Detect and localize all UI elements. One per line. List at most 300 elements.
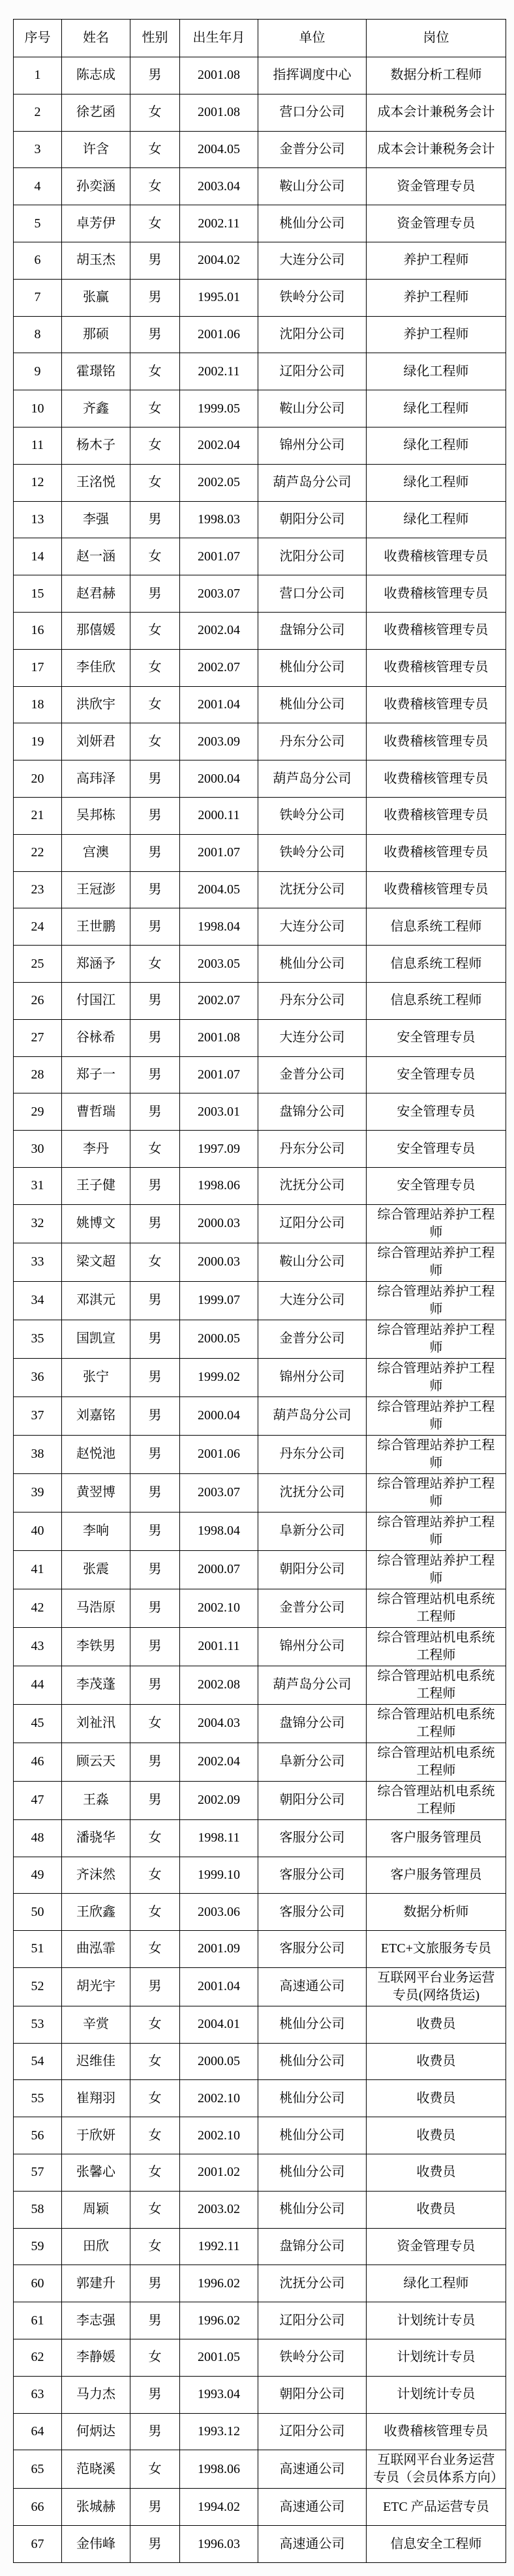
cell-gender: 男 [130, 316, 180, 353]
cell-birth: 1993.04 [180, 2376, 258, 2413]
table-row [14, 2339, 506, 2377]
table-header [14, 20, 506, 57]
cell-gender: 男 [130, 1781, 180, 1819]
cell-serial: 27 [14, 1019, 62, 1056]
cell-serial: 46 [14, 1743, 62, 1781]
cell-unit: 桃仙分公司 [258, 649, 367, 686]
cell-position: 信息系统工程师 [367, 908, 506, 946]
cell-birth: 2000.05 [180, 1320, 258, 1358]
cell-serial: 45 [14, 1704, 62, 1743]
cell-serial: 35 [14, 1320, 62, 1358]
cell-birth: 1999.07 [180, 1281, 258, 1320]
cell-unit: 客服分公司 [258, 1857, 367, 1894]
cell-name: 王世鹏 [62, 908, 130, 946]
cell-gender: 男 [130, 1320, 180, 1358]
cell-gender: 女 [130, 1931, 180, 1968]
cell-birth: 1999.05 [180, 390, 258, 427]
cell-gender: 女 [130, 464, 180, 501]
cell-unit: 沈阳分公司 [258, 538, 367, 575]
table-row [14, 464, 506, 501]
table-row [14, 723, 506, 760]
table-row [14, 908, 506, 946]
cell-unit: 高速通公司 [258, 2450, 367, 2489]
cell-gender: 男 [130, 1589, 180, 1627]
cell-serial: 22 [14, 834, 62, 871]
cell-gender: 男 [130, 834, 180, 871]
cell-serial: 67 [14, 2526, 62, 2563]
cell-position: 综合管理站机电系统工程师 [367, 1666, 506, 1704]
cell-serial: 24 [14, 908, 62, 946]
cell-name: 郑涵予 [62, 946, 130, 983]
cell-gender: 女 [130, 168, 180, 205]
table-body [14, 57, 506, 2563]
cell-gender: 男 [130, 2302, 180, 2339]
cell-position: 综合管理站养护工程师 [367, 1473, 506, 1512]
cell-name: 李茂蓬 [62, 1666, 130, 1704]
cell-unit: 桃仙分公司 [258, 2043, 367, 2080]
cell-unit: 桃仙分公司 [258, 2117, 367, 2154]
cell-birth: 2004.05 [180, 131, 258, 168]
cell-serial: 43 [14, 1627, 62, 1666]
cell-position: 信息系统工程师 [367, 946, 506, 983]
cell-position: 收费员 [367, 2043, 506, 2080]
cell-unit: 丹东分公司 [258, 723, 367, 760]
cell-unit: 营口分公司 [258, 94, 367, 131]
cell-unit: 高速通公司 [258, 2526, 367, 2563]
cell-unit: 铁岭分公司 [258, 279, 367, 316]
cell-name: 赵一涵 [62, 538, 130, 575]
cell-unit: 盘锦分公司 [258, 2228, 367, 2265]
cell-gender: 女 [130, 2339, 180, 2377]
table-row [14, 1473, 506, 1512]
cell-position: 收费稽核管理专员 [367, 723, 506, 760]
cell-position: 绿化工程师 [367, 501, 506, 538]
table-row [14, 501, 506, 538]
cell-unit: 沈阳分公司 [258, 316, 367, 353]
cell-position: 综合管理站养护工程师 [367, 1435, 506, 1473]
column-header-position: 岗位 [367, 20, 506, 57]
cell-birth: 2001.05 [180, 2339, 258, 2377]
cell-gender: 男 [130, 1435, 180, 1473]
cell-gender: 女 [130, 538, 180, 575]
cell-birth: 2002.04 [180, 427, 258, 464]
cell-unit: 桃仙分公司 [258, 946, 367, 983]
table-row [14, 2489, 506, 2526]
cell-name: 宫澳 [62, 834, 130, 871]
cell-gender: 女 [130, 1704, 180, 1743]
cell-name: 李佳欣 [62, 649, 130, 686]
cell-name: 崔翔羽 [62, 2080, 130, 2117]
cell-birth: 1998.06 [180, 2450, 258, 2489]
cell-birth: 2001.02 [180, 2154, 258, 2192]
cell-unit: 指挥调度中心 [258, 57, 367, 94]
table-row [14, 946, 506, 983]
cell-unit: 桃仙分公司 [258, 686, 367, 723]
cell-gender: 女 [130, 131, 180, 168]
table-row [14, 1704, 506, 1743]
cell-birth: 2001.04 [180, 1967, 258, 2006]
table-row [14, 1857, 506, 1894]
cell-name: 周颖 [62, 2191, 130, 2228]
cell-position: 收费员 [367, 2154, 506, 2192]
cell-unit: 朝阳分公司 [258, 2376, 367, 2413]
cell-unit: 铁岭分公司 [258, 797, 367, 834]
cell-unit: 锦州分公司 [258, 1627, 367, 1666]
cell-serial: 50 [14, 1894, 62, 1931]
cell-name: 马浩原 [62, 1589, 130, 1627]
table-row [14, 1512, 506, 1550]
cell-position: 综合管理站养护工程师 [367, 1281, 506, 1320]
cell-name: 金伟峰 [62, 2526, 130, 2563]
column-header-name: 姓名 [62, 20, 130, 57]
cell-birth: 2000.03 [180, 1204, 258, 1243]
cell-position: 收费稽核管理专员 [367, 2413, 506, 2450]
table-row [14, 2413, 506, 2450]
cell-gender: 女 [130, 2117, 180, 2154]
cell-birth: 1994.02 [180, 2489, 258, 2526]
cell-birth: 2002.08 [180, 1666, 258, 1704]
table-row [14, 1019, 506, 1056]
cell-gender: 男 [130, 1056, 180, 1093]
cell-position: 成本会计兼税务会计 [367, 131, 506, 168]
cell-position: 安全管理专员 [367, 1093, 506, 1131]
cell-position: 安全管理专员 [367, 1056, 506, 1093]
cell-birth: 2000.11 [180, 797, 258, 834]
cell-gender: 男 [130, 279, 180, 316]
cell-position: 收费稽核管理专员 [367, 797, 506, 834]
cell-gender: 男 [130, 501, 180, 538]
cell-position: 综合管理站养护工程师 [367, 1397, 506, 1435]
cell-birth: 2001.09 [180, 1931, 258, 1968]
cell-serial: 15 [14, 575, 62, 613]
cell-unit: 沈抚分公司 [258, 1473, 367, 1512]
cell-position: 计划统计专员 [367, 2376, 506, 2413]
cell-position: 绿化工程师 [367, 353, 506, 390]
cell-serial: 21 [14, 797, 62, 834]
cell-unit: 桃仙分公司 [258, 2006, 367, 2043]
cell-serial: 57 [14, 2154, 62, 2192]
cell-gender: 女 [130, 353, 180, 390]
cell-birth: 1992.11 [180, 2228, 258, 2265]
cell-serial: 11 [14, 427, 62, 464]
cell-birth: 1996.03 [180, 2526, 258, 2563]
cell-position: 收费稽核管理专员 [367, 649, 506, 686]
cell-name: 辛赏 [62, 2006, 130, 2043]
cell-serial: 60 [14, 2265, 62, 2302]
cell-name: 王子健 [62, 1167, 130, 1204]
cell-name: 霍璟铭 [62, 353, 130, 390]
cell-position: 互联网平台业务运营专员(网络货运) [367, 1967, 506, 2006]
cell-serial: 23 [14, 871, 62, 908]
cell-birth: 1998.06 [180, 1167, 258, 1204]
cell-birth: 2002.07 [180, 649, 258, 686]
cell-serial: 20 [14, 760, 62, 798]
cell-birth: 2001.06 [180, 1435, 258, 1473]
cell-unit: 辽阳分公司 [258, 1204, 367, 1243]
table-row [14, 1435, 506, 1473]
cell-unit: 高速通公司 [258, 2489, 367, 2526]
column-header-gender: 性别 [130, 20, 180, 57]
table-row [14, 242, 506, 279]
cell-name: 张城赫 [62, 2489, 130, 2526]
cell-birth: 2002.10 [180, 1589, 258, 1627]
cell-position: 客户服务管理员 [367, 1857, 506, 1894]
cell-unit: 客服分公司 [258, 1819, 367, 1857]
cell-name: 张赢 [62, 279, 130, 316]
cell-unit: 丹东分公司 [258, 1435, 367, 1473]
cell-serial: 66 [14, 2489, 62, 2526]
cell-serial: 59 [14, 2228, 62, 2265]
cell-name: 李丹 [62, 1131, 130, 1168]
cell-serial: 44 [14, 1666, 62, 1704]
cell-unit: 葫芦岛分公司 [258, 1666, 367, 1704]
cell-birth: 2003.06 [180, 1894, 258, 1931]
cell-position: 资金管理专员 [367, 168, 506, 205]
cell-birth: 2004.03 [180, 1704, 258, 1743]
cell-birth: 1998.03 [180, 501, 258, 538]
cell-birth: 2002.04 [180, 1743, 258, 1781]
table-row [14, 2302, 506, 2339]
table-row [14, 2265, 506, 2302]
table-row [14, 2080, 506, 2117]
cell-birth: 2004.02 [180, 242, 258, 279]
cell-position: 综合管理站养护工程师 [367, 1320, 506, 1358]
cell-birth: 2002.05 [180, 464, 258, 501]
cell-unit: 辽阳分公司 [258, 353, 367, 390]
cell-birth: 2000.07 [180, 1550, 258, 1589]
cell-serial: 49 [14, 1857, 62, 1894]
cell-name: 李铁男 [62, 1627, 130, 1666]
table-row [14, 2228, 506, 2265]
cell-birth: 2001.07 [180, 1056, 258, 1093]
cell-serial: 40 [14, 1512, 62, 1550]
cell-unit: 桃仙分公司 [258, 2080, 367, 2117]
cell-name: 卓芳伊 [62, 205, 130, 242]
cell-serial: 51 [14, 1931, 62, 1968]
table-row [14, 686, 506, 723]
cell-name: 王冠澎 [62, 871, 130, 908]
cell-serial: 19 [14, 723, 62, 760]
table-row [14, 131, 506, 168]
cell-serial: 8 [14, 316, 62, 353]
cell-serial: 18 [14, 686, 62, 723]
table-row [14, 1967, 506, 2006]
cell-name: 张震 [62, 1550, 130, 1589]
table-row [14, 205, 506, 242]
cell-gender: 男 [130, 760, 180, 798]
cell-gender: 男 [130, 1204, 180, 1243]
cell-unit: 大连分公司 [258, 908, 367, 946]
cell-position: 收费稽核管理专员 [367, 760, 506, 798]
cell-gender: 男 [130, 2489, 180, 2526]
cell-name: 高玮泽 [62, 760, 130, 798]
table-row [14, 1781, 506, 1819]
cell-birth: 2002.11 [180, 353, 258, 390]
table-row [14, 2376, 506, 2413]
table-row [14, 1358, 506, 1397]
cell-name: 胡玉杰 [62, 242, 130, 279]
cell-birth: 2001.04 [180, 686, 258, 723]
cell-gender: 女 [130, 1243, 180, 1281]
cell-unit: 客服分公司 [258, 1931, 367, 1968]
cell-serial: 62 [14, 2339, 62, 2377]
table-row [14, 1131, 506, 1168]
cell-serial: 61 [14, 2302, 62, 2339]
cell-name: 徐艺函 [62, 94, 130, 131]
cell-unit: 大连分公司 [258, 1281, 367, 1320]
table-row [14, 57, 506, 94]
table-row [14, 1204, 506, 1243]
cell-serial: 5 [14, 205, 62, 242]
table-row [14, 538, 506, 575]
cell-name: 马力杰 [62, 2376, 130, 2413]
cell-gender: 女 [130, 612, 180, 649]
cell-position: 收费稽核管理专员 [367, 686, 506, 723]
cell-unit: 大连分公司 [258, 1019, 367, 1056]
cell-birth: 2002.07 [180, 982, 258, 1019]
cell-name: 齐沫然 [62, 1857, 130, 1894]
table-row [14, 2154, 506, 2192]
cell-name: 张馨心 [62, 2154, 130, 2192]
cell-gender: 女 [130, 427, 180, 464]
cell-gender: 女 [130, 2450, 180, 2489]
cell-serial: 12 [14, 464, 62, 501]
cell-birth: 2003.09 [180, 723, 258, 760]
cell-name: 曲泓霏 [62, 1931, 130, 1968]
cell-name: 谷栐希 [62, 1019, 130, 1056]
cell-gender: 女 [130, 2228, 180, 2265]
cell-position: 收费稽核管理专员 [367, 538, 506, 575]
cell-gender: 女 [130, 2006, 180, 2043]
table-row [14, 1550, 506, 1589]
table-row [14, 1743, 506, 1781]
cell-gender: 女 [130, 1131, 180, 1168]
cell-position: 数据分析工程师 [367, 57, 506, 94]
cell-serial: 48 [14, 1819, 62, 1857]
cell-gender: 女 [130, 946, 180, 983]
cell-gender: 男 [130, 242, 180, 279]
cell-name: 顾云天 [62, 1743, 130, 1781]
cell-unit: 鞍山分公司 [258, 168, 367, 205]
cell-unit: 朝阳分公司 [258, 1550, 367, 1589]
cell-unit: 桃仙分公司 [258, 205, 367, 242]
cell-gender: 男 [130, 2265, 180, 2302]
cell-gender: 男 [130, 871, 180, 908]
cell-birth: 2002.11 [180, 205, 258, 242]
cell-serial: 25 [14, 946, 62, 983]
cell-unit: 铁岭分公司 [258, 2339, 367, 2377]
cell-name: 姚博文 [62, 1204, 130, 1243]
cell-position: 绿化工程师 [367, 464, 506, 501]
cell-name: 张宁 [62, 1358, 130, 1397]
cell-position: 收费员 [367, 2117, 506, 2154]
cell-serial: 3 [14, 131, 62, 168]
cell-unit: 盘锦分公司 [258, 1093, 367, 1131]
cell-position: 成本会计兼税务会计 [367, 94, 506, 131]
cell-gender: 男 [130, 1167, 180, 1204]
cell-unit: 朝阳分公司 [258, 1781, 367, 1819]
cell-name: 王洺悦 [62, 464, 130, 501]
cell-serial: 1 [14, 57, 62, 94]
cell-unit: 营口分公司 [258, 575, 367, 613]
cell-birth: 2002.10 [180, 2080, 258, 2117]
cell-name: 吴邦栋 [62, 797, 130, 834]
cell-unit: 辽阳分公司 [258, 2302, 367, 2339]
cell-position: 绿化工程师 [367, 2265, 506, 2302]
table-row [14, 168, 506, 205]
cell-position: 综合管理站养护工程师 [367, 1243, 506, 1281]
cell-birth: 1998.11 [180, 1819, 258, 1857]
cell-position: 综合管理站机电系统工程师 [367, 1743, 506, 1781]
table-row [14, 353, 506, 390]
cell-unit: 高速通公司 [258, 1967, 367, 2006]
cell-birth: 2003.04 [180, 168, 258, 205]
cell-gender: 男 [130, 1666, 180, 1704]
cell-serial: 53 [14, 2006, 62, 2043]
cell-name: 曹哲瑞 [62, 1093, 130, 1131]
table-row [14, 1397, 506, 1435]
cell-name: 洪欣宇 [62, 686, 130, 723]
cell-gender: 男 [130, 1358, 180, 1397]
table-row [14, 760, 506, 798]
cell-name: 李志强 [62, 2302, 130, 2339]
cell-serial: 58 [14, 2191, 62, 2228]
cell-serial: 63 [14, 2376, 62, 2413]
cell-unit: 葫芦岛分公司 [258, 1397, 367, 1435]
cell-name: 范晓溪 [62, 2450, 130, 2489]
cell-name: 齐鑫 [62, 390, 130, 427]
cell-serial: 29 [14, 1093, 62, 1131]
cell-unit: 大连分公司 [258, 242, 367, 279]
table-row [14, 1056, 506, 1093]
table-row [14, 834, 506, 871]
cell-serial: 33 [14, 1243, 62, 1281]
table-row [14, 797, 506, 834]
table-row [14, 1167, 506, 1204]
cell-gender: 男 [130, 1281, 180, 1320]
cell-name: 国凯宣 [62, 1320, 130, 1358]
cell-birth: 2003.07 [180, 575, 258, 613]
cell-serial: 32 [14, 1204, 62, 1243]
cell-birth: 1999.02 [180, 1358, 258, 1397]
cell-position: 养护工程师 [367, 279, 506, 316]
cell-position: 收费员 [367, 2191, 506, 2228]
cell-gender: 男 [130, 1093, 180, 1131]
cell-position: 数据分析师 [367, 1894, 506, 1931]
cell-name: 郭建升 [62, 2265, 130, 2302]
cell-name: 王欣鑫 [62, 1894, 130, 1931]
cell-serial: 7 [14, 279, 62, 316]
table-row [14, 871, 506, 908]
cell-position: 安全管理专员 [367, 1167, 506, 1204]
cell-birth: 2002.04 [180, 612, 258, 649]
cell-serial: 42 [14, 1589, 62, 1627]
cell-gender: 男 [130, 1627, 180, 1666]
cell-position: 客户服务管理员 [367, 1819, 506, 1857]
cell-name: 邓淇元 [62, 1281, 130, 1320]
cell-unit: 阜新分公司 [258, 1512, 367, 1550]
cell-serial: 36 [14, 1358, 62, 1397]
cell-serial: 55 [14, 2080, 62, 2117]
cell-birth: 1996.02 [180, 2302, 258, 2339]
table-row [14, 612, 506, 649]
cell-birth: 2000.03 [180, 1243, 258, 1281]
table-row [14, 2526, 506, 2563]
header-row [14, 20, 506, 57]
cell-gender: 男 [130, 982, 180, 1019]
cell-serial: 9 [14, 353, 62, 390]
cell-serial: 65 [14, 2450, 62, 2489]
